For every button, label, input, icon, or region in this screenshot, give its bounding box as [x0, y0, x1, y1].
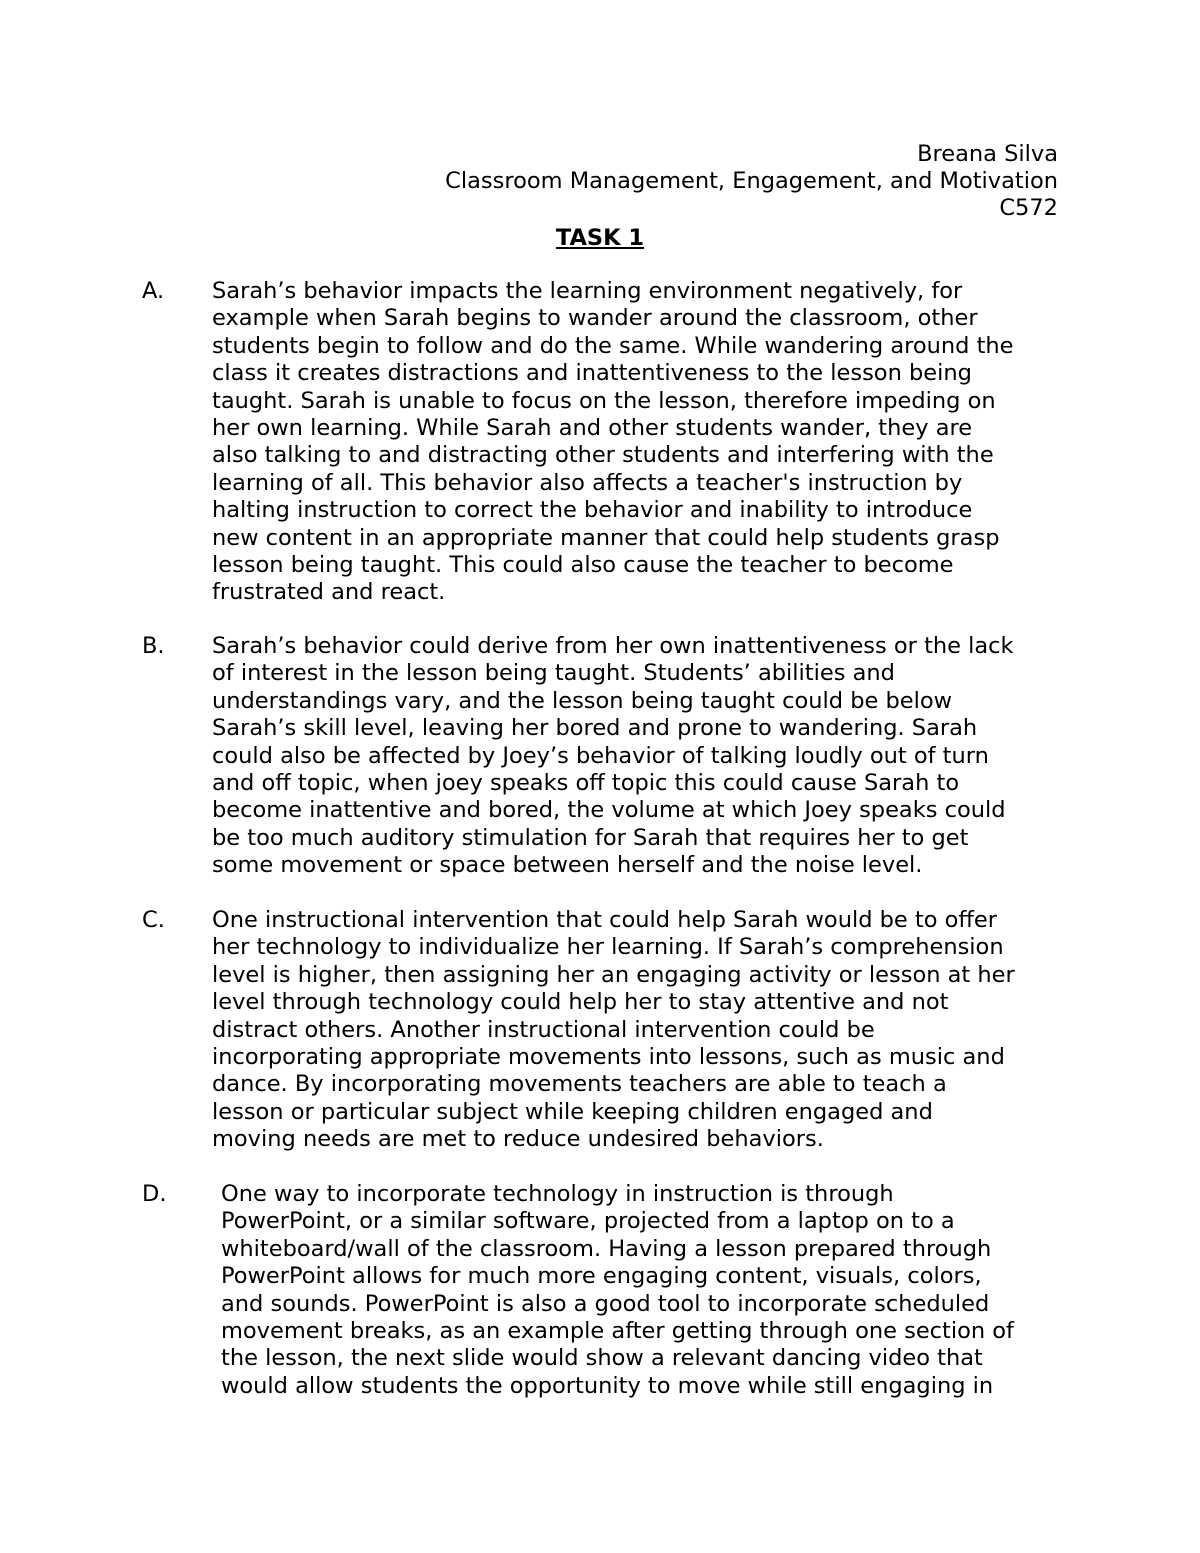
document-header	[0, 141, 1058, 222]
section-b-text	[212, 633, 1072, 880]
paragraph-line: could also be affected by Joey’s behavior of talking loudly out of turn	[212, 742, 989, 769]
section-a-letter: A.	[142, 278, 165, 304]
paragraph-line: Sarah’s behavior impacts the learning environment negatively, for	[212, 278, 963, 304]
course-title: Classroom Management, Engagement, and Motivation	[445, 168, 1058, 194]
paragraph-line: also talking to and distracting other students and interfering with the	[212, 442, 994, 469]
paragraph-line: whiteboard/wall of the classroom. Having a lesson prepared through	[221, 1235, 992, 1262]
paragraph-line: understandings vary, and the lesson being taught could be below	[212, 687, 953, 714]
paragraph-line: One way to incorporate technology in instruction is through	[221, 1181, 894, 1207]
paragraph-line: some movement or space between herself and the noise level.	[212, 852, 923, 879]
paragraph-line: PowerPoint, or a similar software, projected from a laptop on to a	[221, 1208, 955, 1235]
paragraph-line: One instructional intervention that could help Sarah would be to offer	[212, 907, 998, 933]
section-d-text	[221, 1181, 1081, 1400]
paragraph-line: level through technology could help her to stay attentive and not	[212, 989, 949, 1016]
paragraph-line: her technology to individualize her learning. If Sarah’s comprehension	[212, 934, 1004, 961]
paragraph-line: become inattentive and bored, the volume at which Joey speaks could	[212, 797, 1006, 824]
paragraph-line: taught. Sarah is unable to focus on the lesson, therefore impeding on	[212, 387, 996, 414]
paragraph-line: halting instruction to correct the behavior and inability to introduce	[212, 497, 973, 524]
paragraph-line: level is higher, then assigning her an engaging activity or lesson at her	[212, 961, 1015, 988]
paragraph-line: example when Sarah begins to wander around the classroom, other	[212, 305, 978, 332]
author-name: Breana Silva	[917, 141, 1058, 167]
paragraph-line: lesson being taught. This could also cause the teacher to become	[212, 552, 954, 579]
paragraph-line: the lesson, the next slide would show a relevant dancing video that	[221, 1345, 983, 1372]
paragraph-line: learning of all. This behavior also affects a teacher's instruction by	[212, 469, 963, 496]
paragraph-line: frustrated and react.	[212, 579, 446, 606]
paragraph-line: distract others. Another instructional intervention could be	[212, 1016, 875, 1043]
section-a-text	[212, 278, 1072, 607]
paragraph-line: her own learning. While Sarah and other students wander, they are	[212, 415, 973, 442]
course-code: C572	[999, 195, 1058, 221]
paragraph-line: Sarah’s skill level, leaving her bored and prone to wandering. Sarah	[212, 715, 978, 742]
paragraph-line: would allow students the opportunity to move while still engaging in	[221, 1372, 994, 1399]
paragraph-line: Sarah’s behavior could derive from her own inattentiveness or the lack	[212, 633, 1014, 659]
section-c-letter: C.	[142, 907, 165, 933]
paragraph-line: be too much auditory stimulation for Sarah that requires her to get	[212, 824, 969, 851]
paragraph-line: movement breaks, as an example after getting through one section of	[221, 1318, 1014, 1345]
paragraph-line: lesson or particular subject while keeping children engaged and	[212, 1098, 933, 1125]
paragraph-line: and off topic, when joey speaks off topic this could cause Sarah to	[212, 770, 960, 797]
paragraph-line: incorporating appropriate movements into lessons, such as music and	[212, 1044, 1005, 1071]
paragraph-line: new content in an appropriate manner that could help students grasp	[212, 524, 1000, 551]
paragraph-line: PowerPoint allows for much more engaging content, visuals, colors,	[221, 1263, 982, 1290]
section-d-letter: D.	[142, 1181, 167, 1207]
paragraph-line: students begin to follow and do the same. While wandering around the	[212, 332, 1014, 359]
task-title: TASK 1	[555, 225, 645, 251]
section-c-text	[212, 907, 1072, 1154]
paragraph-line: of interest in the lesson being taught. Students’ abilities and	[212, 660, 895, 687]
paragraph-line: class it creates distractions and inattentiveness to the lesson being	[212, 360, 972, 387]
paragraph-line: dance. By incorporating movements teachers are able to teach a	[212, 1071, 947, 1098]
paragraph-line: and sounds. PowerPoint is also a good tool to incorporate scheduled	[221, 1290, 990, 1317]
paragraph-line: moving needs are met to reduce undesired behaviors.	[212, 1126, 824, 1153]
section-b-letter: B.	[142, 633, 165, 659]
